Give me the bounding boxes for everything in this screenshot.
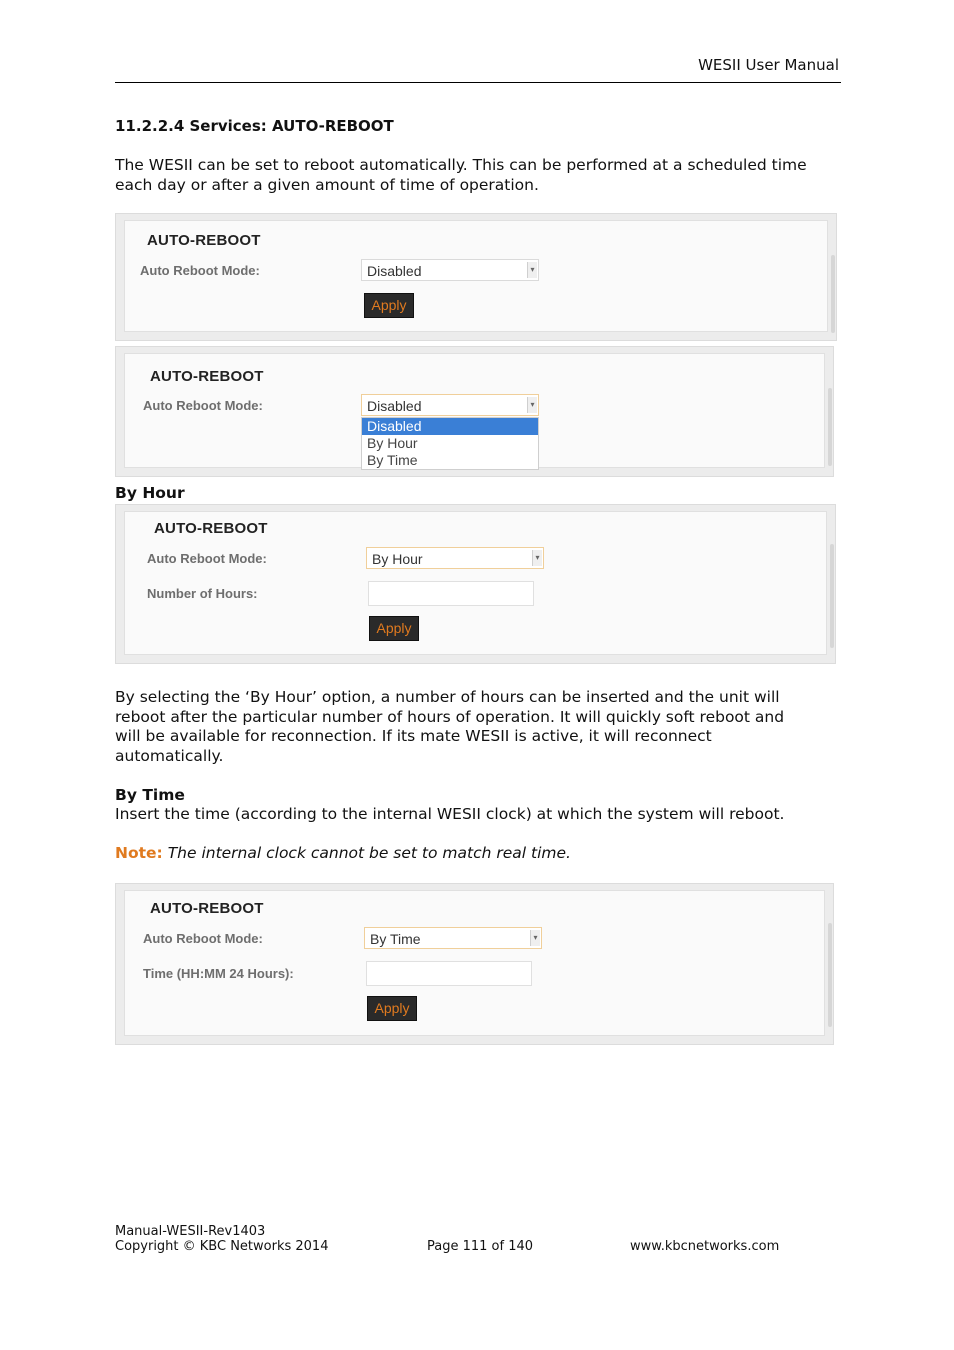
- note-text: The internal clock cannot be set to match real time.: [167, 844, 571, 862]
- auto-reboot-mode-select[interactable]: [364, 927, 542, 949]
- note-label: Note:: [115, 844, 163, 862]
- panel-title: AUTO-REBOOT: [147, 232, 261, 249]
- document-id: Manual-WESII-Rev1403: [115, 1224, 266, 1239]
- paragraph-line: will be available for reconnection. If its mate WESII is active, it will reconnect: [115, 727, 712, 746]
- chevron-down-icon: ▾: [527, 262, 537, 278]
- section-title: 11.2.2.4 Services: AUTO-REBOOT: [115, 117, 394, 135]
- select-value: Disabled: [367, 263, 422, 279]
- auto-reboot-mode-options: [361, 417, 539, 470]
- by-hour-paragraph: [115, 688, 845, 766]
- option-by-hour[interactable]: By Hour: [367, 435, 418, 451]
- header-rule: [115, 82, 841, 83]
- by-time-paragraph: Insert the time (according to the internal WESII clock) at which the system will reboot.: [115, 805, 785, 823]
- note: [115, 844, 845, 864]
- auto-reboot-panel-disabled: [115, 213, 837, 341]
- auto-reboot-mode-select[interactable]: [361, 394, 539, 416]
- number-of-hours-label: Number of Hours:: [147, 586, 258, 601]
- auto-reboot-panel-by-hour: [115, 504, 836, 664]
- auto-reboot-mode-label: Auto Reboot Mode:: [143, 398, 263, 413]
- select-value: Disabled: [367, 398, 422, 414]
- intro-paragraph: [115, 156, 845, 195]
- page-number: Page 111 of 140: [427, 1239, 534, 1254]
- auto-reboot-mode-label: Auto Reboot Mode:: [140, 263, 260, 278]
- footer-url: www.kbcnetworks.com: [630, 1239, 780, 1254]
- document-title: WESII User Manual: [698, 56, 839, 74]
- chevron-down-icon: ▾: [527, 397, 537, 413]
- by-time-heading: By Time: [115, 786, 185, 804]
- option-disabled[interactable]: Disabled: [362, 418, 538, 435]
- chevron-down-icon: ▾: [532, 550, 542, 566]
- select-value: By Time: [370, 931, 421, 947]
- panel-title: AUTO-REBOOT: [150, 368, 264, 385]
- auto-reboot-mode-label: Auto Reboot Mode:: [147, 551, 267, 566]
- intro-line: each day or after a given amount of time of operation.: [115, 175, 539, 194]
- auto-reboot-mode-select[interactable]: [366, 547, 544, 569]
- copyright: Copyright © KBC Networks 2014: [115, 1239, 329, 1254]
- select-value: By Hour: [372, 551, 423, 567]
- apply-button[interactable]: Apply: [369, 616, 419, 641]
- time-input[interactable]: [366, 961, 532, 986]
- footer-left: [115, 1224, 328, 1254]
- auto-reboot-mode-select[interactable]: [361, 259, 539, 281]
- scrollbar[interactable]: [828, 388, 832, 466]
- apply-button[interactable]: Apply: [364, 293, 414, 318]
- auto-reboot-panel-by-time: [115, 883, 834, 1045]
- paragraph-line: reboot after the particular number of hours of operation. It will quickly soft reboot and: [115, 707, 785, 726]
- paragraph-line: By selecting the ‘By Hour’ option, a number of hours can be inserted and the unit will: [115, 688, 780, 706]
- scrollbar[interactable]: [830, 544, 834, 648]
- time-label: Time (HH:MM 24 Hours):: [143, 966, 294, 981]
- chevron-down-icon: ▾: [530, 930, 540, 946]
- panel-title: AUTO-REBOOT: [150, 900, 264, 917]
- paragraph-line: automatically.: [115, 746, 224, 765]
- auto-reboot-mode-label: Auto Reboot Mode:: [143, 931, 263, 946]
- by-hour-heading: By Hour: [115, 484, 185, 502]
- scrollbar[interactable]: [831, 255, 835, 333]
- auto-reboot-panel-dropdown: [115, 346, 834, 477]
- apply-button[interactable]: Apply: [367, 996, 417, 1021]
- option-by-time[interactable]: By Time: [367, 452, 418, 468]
- panel-title: AUTO-REBOOT: [154, 520, 268, 537]
- number-of-hours-input[interactable]: [368, 581, 534, 606]
- scrollbar[interactable]: [828, 923, 832, 1027]
- intro-line: The WESII can be set to reboot automatically. This can be performed at a scheduled time: [115, 156, 807, 174]
